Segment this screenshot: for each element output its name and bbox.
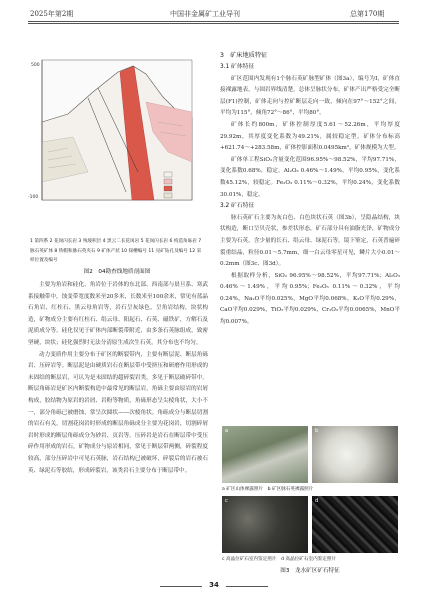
left-paragraph-2: 动力变质作用主要分布于矿区的断裂带内，主要有断层泥、断层角砾岩、压碎岩等。断层泥是由硬质岩石在断层带中受挤压和研磨作用形成的未固结的断层岩，可认为是未固结的超碎裂岩类，多见于断层破碎带中。断层角砾岩是矿区内断裂构造中最常见的断层岩，角砾主要由原岩的岩屑构成，胶结物为原岩的岩屑、岩粉等物质，角砾形态呈尖棱角状，大小不一，部分角砾已被磨蚀，常呈次圆状——次棱角状。角砾成分与断层切割的岩石有关，切割花岗岩时形成的断层角砾成分主要为花岗岩，切割碎屑岩时形成的断层角砾成分为砂岩、页岩等。压碎岩是岩石在断层带中受压碎作用形成的岩石，矿物成分与原岩相同，常见于断层带两侧，碎裂程度较高，部分压碎岩中可见石英脉，岩石结构已被破坏，碎裂后的岩石被石英、绿泥石等胶结，形成碎裂岩，该类岩石主要分布于断层带中。 xyxy=(28,351,208,474)
figure2-cross-section xyxy=(28,52,204,232)
figure2-legend: 1 第四系 2 花岗闪长岩 3 残坡积层 4 黑云二长花岗岩 5 花岗闪长岩 6 构造角砾岩 7 脉石英矿体 8 铁帽和脉石英夹石 9 矿体产状 10 探槽编号 11 见矿钻孔及编号 12 采样位置及编号 xyxy=(30,239,202,264)
header-issue: 2025年第2期 xyxy=(30,10,74,18)
footer-rule-left xyxy=(160,586,202,587)
footer-rule-right xyxy=(226,586,268,587)
photo-b-label: b xyxy=(315,428,319,434)
subcaption-b: b 矿区脉石英裸露照片 xyxy=(267,487,314,492)
section-3-2-heading: 3.2 矿石特征 xyxy=(220,203,255,210)
figure2-caption: 图2 04勘查线地质剖面图 xyxy=(83,269,151,275)
header-rule xyxy=(28,21,399,22)
right-column-body xyxy=(220,50,400,329)
right-paragraph-4: 脉石英矿石主要为灰白色、白色块状石英（图3b），呈隐晶结构，块状构造，断口呈贝壳状，参差状形态，矿石部分具有油脂光泽，矿物成分主要为石英，含少量的长石、绢云母、绿泥石等，镜下鉴定，石英普遍碎裂重结晶，粒径0.01～5.7mm，细一白云母零星可见，鳞片大小0.01～0.2mm（图3c、图3d）。 xyxy=(220,214,400,268)
header-rule-thin xyxy=(28,23,399,24)
header-total-issue: 总第170期 xyxy=(350,10,385,18)
elevation-top-label: 500 xyxy=(31,63,40,68)
subcaption-a: a 矿区山体裸露照片 xyxy=(222,487,264,492)
figure3-caption: 图3 龙水矿区矿石特征 xyxy=(280,568,340,574)
right-paragraph-2: 矿体长约800m，矿体控制厚度5.61～52.26m，平均厚度29.92m，其厚度变化系数为49.21%，属较稳定型。矿体分布标高+621.74～+283.58m，矿体控影面积0.0495km²，矿体规模为大型。 xyxy=(220,121,400,152)
section-3-heading: 3 矿床地质特征 xyxy=(220,52,268,59)
section-3-1-heading: 3.1 矿体特征 xyxy=(220,64,255,70)
photo-a-label: a xyxy=(225,428,229,434)
cross-section-svg xyxy=(28,52,204,232)
right-paragraph-1: 矿区范围内发现有1个脉石英矿脉型矿体（图3a），编号为Ⅰ，矿体直接裸露地表，与围岩界线清楚。总体呈脉状分布，矿体产出严格受完全断层(F1)控制，矿体走向与控矿断层走向一致，倾向在97°～152°之间，平均为115°，倾角72°～86°，平均80°。 xyxy=(220,75,400,117)
header-journal-title: 中国非金属矿工业导刊 xyxy=(170,10,240,18)
photo-c-label: c xyxy=(225,498,228,504)
photo-a-mountain xyxy=(222,426,308,483)
left-paragraph-1: 主要为角岩和硅化、角岩位于岩体的东北部、西南部与晨旦系、寒武系接触带中，蚀变带宽度数米至20多米，长数米至100余米，常见有蓝晶石角岩、红柱石、黑云母角岩等，岩石呈灰绿色，呈角岩结构，块状构造，矿物成分主要有红柱石、绢云母、阳起石、石英、磁铁矿，方解石及泥质成分等。硅化仅见于矿体内部断裂带附近，由多条石英脉组成，致密坚硬，块状；硅化强烈时无法分清原生成次生石英，其分布也不均匀。 xyxy=(28,282,209,346)
photo-d-label: d xyxy=(315,498,319,504)
left-column-body xyxy=(28,280,208,477)
photo-d-micrograph xyxy=(312,496,398,553)
figure3-subcaption-ab xyxy=(222,485,398,494)
photo-c-micrograph xyxy=(222,496,308,553)
subcaption-c: c 高晶位矿石室内鉴定照片 xyxy=(222,557,277,562)
photo-b-quartz-outcrop xyxy=(312,426,398,483)
right-paragraph-3: 矿体单工程SiO₂含量变化范围96.95%～98.52%，平均97.71%，变化系数0.68%，稳定。Al₂O₃ 0.46%～1.49%，平均0.95%，变化系数45.12%，较稳定。Fe₂O₃ 0.11%～0.32%，平均0.24%，变化系数30.01%，稳定。 xyxy=(220,156,400,198)
elevation-bottom-label: -100 xyxy=(28,195,39,200)
right-paragraph-5: 根据取样分析，SiO₂ 96.95%～98.52%，平均97.71%；Al₂O₃ 0.46%～1.49%，平均0.95%；Fe₂O₃ 0.11%～0.32%，平均0.24%，Na₂O平均0.025%，MgO平均0.068%，K₂O平均0.29%，CaO平均0.029%，TiO₂平均0.029%，Cr₂O₃平均0.0065%，MnO平均0.007%。 xyxy=(220,272,400,326)
figure3-subcaption-cd xyxy=(222,555,398,564)
subcaption-d: d 高晶位矿石室内鉴定照片 xyxy=(281,557,337,562)
page-number: 34 xyxy=(209,581,219,589)
